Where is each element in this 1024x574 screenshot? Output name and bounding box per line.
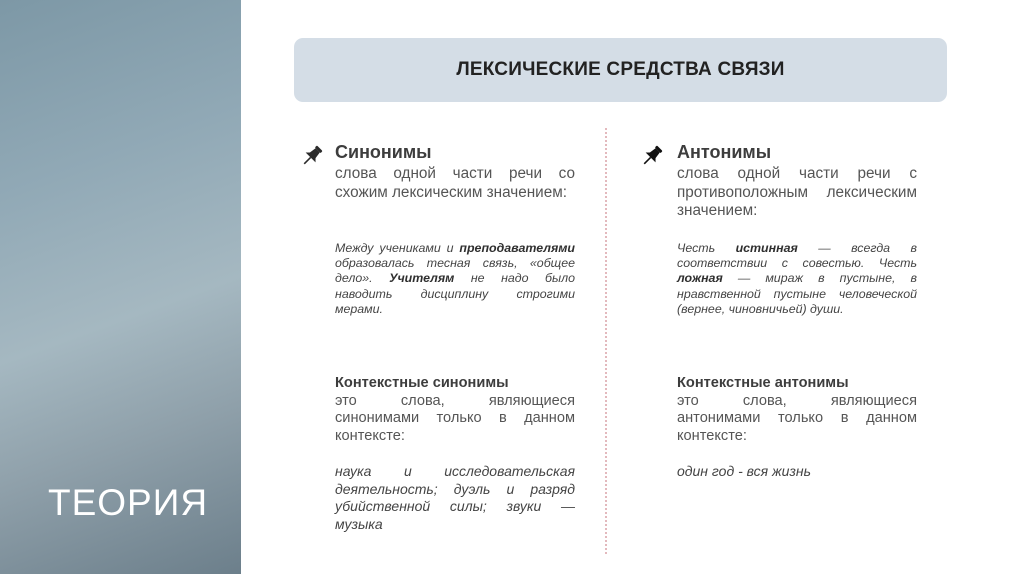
context-antonyms-example: один год - вся жизнь bbox=[677, 463, 811, 479]
context-synonyms-definition: это слова, являющиеся синонимами только в данном контексте: bbox=[335, 393, 575, 444]
context-antonyms-definition: это слова, являющиеся антонимами только в данном контексте: bbox=[677, 393, 917, 444]
section-title: ТЕОРИЯ bbox=[48, 482, 209, 523]
example-highlight: истинная bbox=[735, 241, 798, 255]
example-text: Честь bbox=[677, 241, 736, 255]
example-highlight: Учителям bbox=[389, 271, 455, 286]
example-text: — всегда в соответствии с совестью. Честь bbox=[677, 241, 917, 271]
example-text: Между учениками и bbox=[335, 241, 460, 255]
context-synonyms-example: наука и исследовательская деятельность; дуэль и разряд убийственной силы; звуки — музыка bbox=[335, 463, 575, 532]
synonyms-example bbox=[335, 241, 575, 317]
context-antonyms-term: Контекстные антонимы bbox=[677, 375, 849, 391]
side-panel bbox=[0, 0, 241, 574]
page-title: ЛЕКСИЧЕСКИЕ СРЕДСТВА СВЯЗИ bbox=[456, 59, 785, 80]
column-divider bbox=[605, 128, 607, 554]
example-text: — мираж в пустыне, в нравственной пустыне человеческой (вернее, чиновничьей) души. bbox=[677, 271, 917, 316]
synonyms-term: Синонимы bbox=[335, 142, 432, 162]
example-text: образовалась тесная связь, «общее дело». bbox=[335, 256, 575, 286]
example-text: не надо было наводить дисциплину строгими мерами. bbox=[335, 271, 576, 316]
example-highlight: преподавателями bbox=[459, 241, 575, 255]
example-highlight: ложная bbox=[677, 271, 723, 286]
pushpin-icon bbox=[639, 143, 665, 169]
antonyms-example bbox=[677, 241, 917, 317]
pushpin-icon bbox=[299, 143, 325, 169]
antonyms-term: Антонимы bbox=[677, 142, 772, 162]
header-banner bbox=[294, 38, 947, 102]
synonyms-definition: слова одной части речи со схожим лексическим значением: bbox=[335, 165, 575, 201]
antonyms-definition: слова одной части речи с противоположным лексическим значением: bbox=[677, 165, 917, 219]
context-synonyms-term: Контекстные синонимы bbox=[335, 375, 509, 391]
